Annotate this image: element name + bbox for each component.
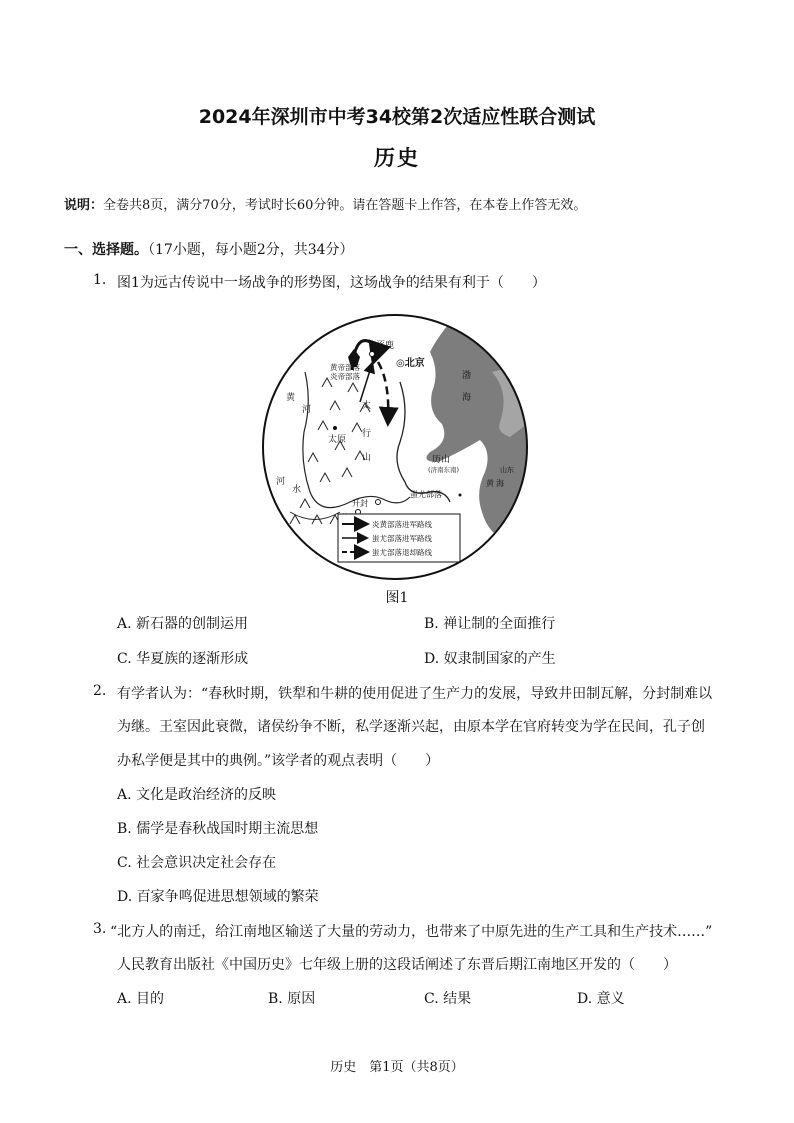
section-heading	[64, 239, 354, 259]
q2-option-c[interactable]: C. 社会意识决定社会存在	[117, 855, 277, 871]
q3-option-a[interactable]: A. 目的	[117, 991, 165, 1007]
q3-line-1: “北方人的南迁，给江南地区输送了大量的劳动力，也带来了中原先进的生产工具和生产技术……”	[110, 924, 713, 940]
label-kaifeng: 开封	[352, 499, 368, 508]
q2-line-1: 有学者认为：“春秋时期，铁犁和牛耕的使用促进了生产力的发展，导致井田制瓦解，分封制难以	[117, 686, 713, 702]
label-yandi: 炎帝部落	[330, 372, 360, 381]
label-hang: 行	[362, 429, 372, 439]
subject-title: 历史	[374, 146, 420, 170]
q1-number: 1.	[93, 272, 107, 288]
map-legend	[338, 514, 460, 562]
q3-option-c[interactable]: C. 结果	[424, 991, 472, 1007]
label-huang: 黄	[286, 393, 296, 403]
instructions-text: 全卷共8页，满分70分，考试时长60分钟。请在答题卡上作答，在本卷上作答无效。	[103, 198, 587, 213]
q1-option-b[interactable]: B. 禅让制的全面推行	[424, 616, 556, 632]
label-huanghai-2: 海	[496, 479, 504, 488]
figure-caption: 图1	[385, 590, 409, 606]
label-he-2: 河	[276, 477, 286, 487]
label-beijing: ◎北京	[396, 358, 425, 369]
battle-map	[260, 312, 530, 582]
q2-option-a[interactable]: A. 文化是政治经济的反映	[117, 787, 277, 803]
q1-option-c[interactable]: C. 华夏族的逐渐形成	[117, 651, 249, 667]
section-detail: （17小题，每小题2分，共34分）	[148, 242, 354, 258]
q2-option-b[interactable]: B. 儒学是春秋战国时期主流思想	[117, 821, 319, 837]
page-footer: 历史 第1页（共8页）	[330, 1060, 464, 1075]
label-bohai-2: 海	[462, 393, 472, 403]
q1-option-a[interactable]: A. 新石器的创制运用	[117, 616, 249, 632]
legend-chiyou-retreat: 蚩尤部落退却路线	[372, 548, 432, 557]
q3-option-b[interactable]: B. 原因	[268, 991, 316, 1007]
label-zhuolu: 涿鹿	[376, 341, 395, 351]
label-huangdi: 黄帝部落	[330, 363, 360, 372]
q3-option-d[interactable]: D. 意义	[577, 991, 625, 1007]
q3-number: 3.	[93, 921, 107, 937]
label-huanghai-1: 黄	[486, 479, 494, 488]
instructions-label: 说明：	[64, 198, 104, 213]
q2-option-d[interactable]: D. 百家争鸣促进思想领域的繁荣	[117, 889, 319, 905]
q3-line-2: 人民教育出版社《中国历史》七年级上册的这段话阐述了东晋后期江南地区开发的（ ）	[117, 957, 677, 973]
label-jinan: (济南东南)	[428, 466, 460, 474]
label-chiyou: 蚩尤部落	[410, 490, 442, 499]
label-shandong: 山东	[500, 466, 514, 474]
q1-stem: 图1为远古传说中一场战争的形势图，这场战争的结果有利于（ ）	[117, 275, 546, 291]
q2-number: 2.	[93, 683, 107, 699]
label-bohai-1: 渤	[462, 371, 472, 381]
label-taiyuan: 太原	[328, 435, 347, 445]
label-tai: 太	[362, 401, 372, 411]
q2-line-2: 为继。王室因此衰微，诸侯纷争不断，私学逐渐兴起，由原本学在官府转变为学在民间，孔子创	[117, 719, 705, 735]
label-lishan: 历山	[432, 455, 451, 465]
exam-title: 2024年深圳市中考34校第2次适应性联合测试	[198, 106, 596, 128]
section-label: 一、选择题。	[64, 242, 148, 258]
q1-option-d[interactable]: D. 奴隶制国家的产生	[424, 651, 556, 667]
label-shui: 水	[292, 485, 302, 495]
legend-chiyou-advance: 蚩尤部落进军路线	[372, 534, 432, 543]
label-he: 河	[302, 405, 312, 415]
exam-instructions	[64, 194, 586, 213]
legend-yanhuang: 炎黄部落进军路线	[372, 520, 432, 529]
q2-line-3: 办私学便是其中的典例。”该学者的观点表明（ ）	[117, 753, 440, 769]
label-shan: 山	[362, 453, 372, 463]
